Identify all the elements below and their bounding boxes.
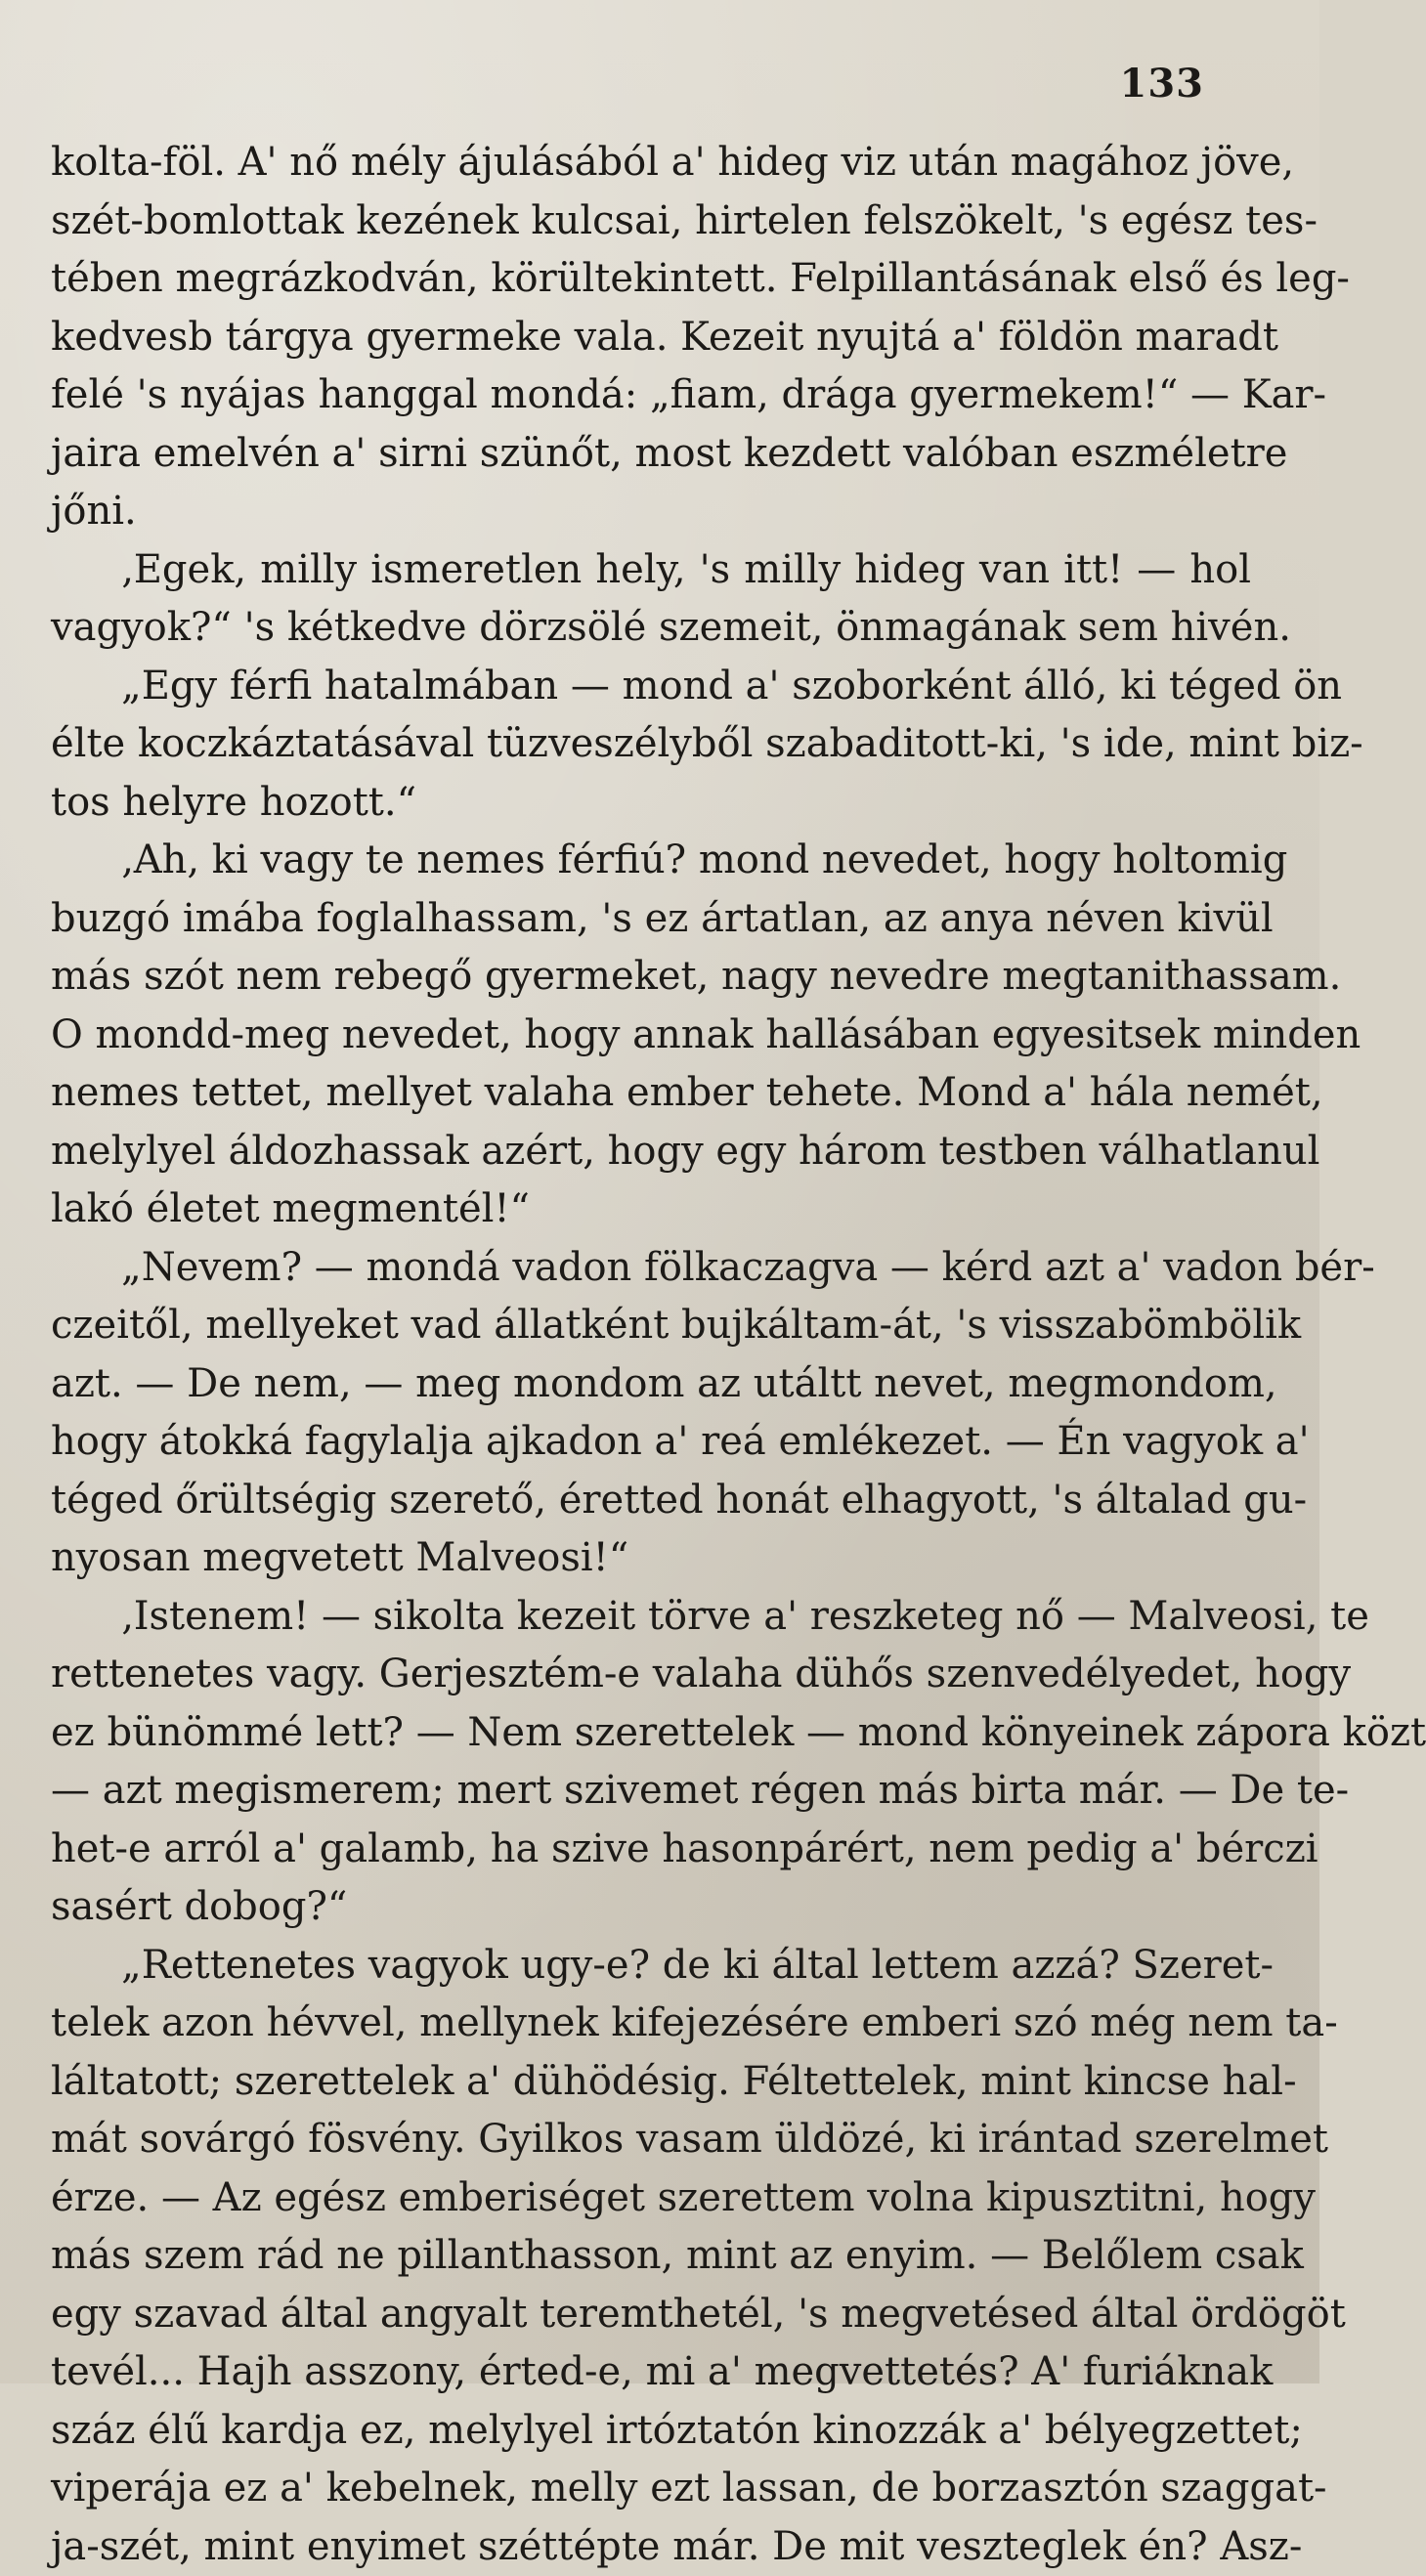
text-line: O mondd-meg nevedet, hogy annak hallásában egyesitsek minden: [51, 1007, 1251, 1065]
text-line: „Egy férfi hatalmában — mond a' szoborként álló, ki téged ön: [51, 658, 1251, 716]
text-line: ‚Ah, ki vagy te nemes férfiú? mond nevedet, hogy holtomig: [51, 832, 1251, 890]
text-line: — azt megismerem; mert szivemet régen más birta már. — De te-: [51, 1762, 1251, 1821]
text-line: tevél... Hajh asszony, érted-e, mi a' megvettetés? A' furiáknak: [51, 2343, 1251, 2402]
body-text: [51, 134, 1251, 2576]
text-line: téged őrültségig szerető, éretted honát elhagyott, 's általad gu-: [51, 1472, 1251, 1530]
text-line: jaira emelvén a' sirni szünőt, most kezdett valóban eszméletre: [51, 425, 1251, 484]
text-line: nyosan megvetett Malveosi!“: [51, 1529, 1251, 1588]
text-line: vagyok?“ 's kétkedve dörzsölé szemeit, önmagának sem hivén.: [51, 599, 1251, 658]
text-line: tos helyre hozott.“: [51, 774, 1251, 833]
text-line: érze. — Az egész emberiséget szerettem volna kipusztitni, hogy: [51, 2169, 1251, 2228]
text-line: azt. — De nem, — meg mondom az utáltt nevet, megmondom,: [51, 1355, 1251, 1414]
text-line: felé 's nyájas hanggal mondá: „fiam, drága gyermekem!“ — Kar-: [51, 366, 1251, 425]
text-line: ja-szét, mint enyimet széttépte már. De mit veszteglek én? Asz-: [51, 2518, 1251, 2576]
text-line: kedvesb tárgya gyermeke vala. Kezeit nyujtá a' földön maradt: [51, 309, 1251, 367]
page-number: 133: [1120, 61, 1205, 107]
text-line: ‚Istenem! — sikolta kezeit törve a' reszketeg nő — Malveosi, te: [51, 1588, 1251, 1647]
text-line: szét-bomlottak kezének kulcsai, hirtelen felszökelt, 's egész tes-: [51, 193, 1251, 251]
text-line: más szót nem rebegő gyermeket, nagy nevedre megtanithassam.: [51, 948, 1251, 1007]
text-line: egy szavad által angyalt teremthetél, 's megvetésed által ördögöt: [51, 2286, 1251, 2344]
text-line: sasért dobog?“: [51, 1878, 1251, 1937]
text-line: ‚Egek, milly ismeretlen hely, 's milly hideg van itt! — hol: [51, 541, 1251, 600]
text-line: tében megrázkodván, körültekintett. Felpillantásának első és leg-: [51, 250, 1251, 309]
text-line: ez bünömmé lett? — Nem szerettelek — mond könyeinek zápora közt: [51, 1704, 1251, 1763]
text-line: élte koczkáztatásával tüzveszélyből szabaditott-ki, 's ide, mint biz-: [51, 715, 1251, 774]
text-line: láltatott; szerettelek a' dühödésig. Féltettelek, mint kincse hal-: [51, 2053, 1251, 2112]
text-line: nemes tettet, mellyet valaha ember tehete. Mond a' hála nemét,: [51, 1064, 1251, 1123]
text-line: mát sovárgó fösvény. Gyilkos vasam üldözé, ki irántad szerelmet: [51, 2111, 1251, 2169]
text-line: melylyel áldozhassak azért, hogy egy három testben válhatlanul: [51, 1123, 1251, 1181]
text-line: „Rettenetes vagyok ugy-e? de ki által lettem azzá? Szeret-: [51, 1937, 1251, 1996]
text-line: czeitől, mellyeket vad állatként bujkáltam-át, 's visszabömbölik: [51, 1297, 1251, 1355]
text-line: más szem rád ne pillanthasson, mint az enyim. — Belőlem csak: [51, 2227, 1251, 2286]
text-line: viperája ez a' kebelnek, melly ezt lassan, de borzasztón szaggat-: [51, 2460, 1251, 2518]
text-line: het-e arról a' galamb, ha szive hasonpárért, nem pedig a' bérczi: [51, 1821, 1251, 1879]
text-line: hogy átokká fagylalja ajkadon a' reá emlékezet. — Én vagyok a': [51, 1413, 1251, 1472]
text-line: jőni.: [51, 483, 1251, 541]
text-line: rettenetes vagy. Gerjesztém-e valaha dühős szenvedélyedet, hogy: [51, 1646, 1251, 1704]
text-line: buzgó imába foglalhassam, 's ez ártatlan, az anya néven kivül: [51, 890, 1251, 949]
text-line: „Nevem? — mondá vadon fölkaczagva — kérd azt a' vadon bér-: [51, 1239, 1251, 1298]
text-line: telek azon hévvel, mellynek kifejezésére emberi szó még nem ta-: [51, 1995, 1251, 2053]
text-line: száz élű kardja ez, melylyel irtóztatón kinozzák a' bélyegzettet;: [51, 2402, 1251, 2461]
text-line: lakó életet megmentél!“: [51, 1181, 1251, 1239]
text-line: kolta-föl. A' nő mély ájulásából a' hideg viz után magához jöve,: [51, 134, 1251, 193]
